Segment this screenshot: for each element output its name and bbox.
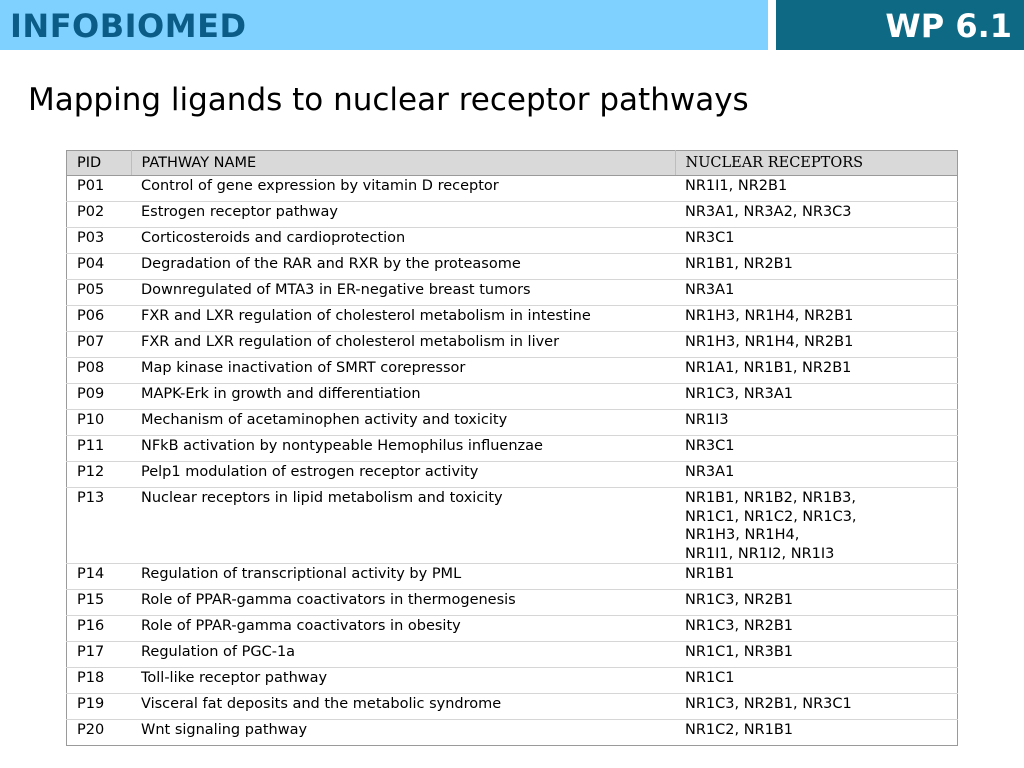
receptor-line: NR1C2, NR1B1 (685, 722, 794, 738)
row-pid: P15 (67, 590, 132, 616)
row-nuclear-receptors (675, 410, 958, 436)
table-row (67, 462, 958, 488)
receptor-line: NR3C1 (685, 230, 735, 246)
row-pid: P14 (67, 564, 132, 590)
brand-title: INFOBIOMED (10, 7, 247, 45)
table-row (67, 720, 958, 746)
row-pid: P18 (67, 668, 132, 694)
column-header-nuclear-receptors: NUCLEAR RECEPTORS (675, 151, 958, 176)
row-pid: P13 (67, 488, 132, 564)
row-pathway-name: Downregulated of MTA3 in ER-negative breast tumors (131, 280, 675, 306)
receptor-line: NR3A1, NR3A2, NR3C3 (685, 204, 852, 220)
row-nuclear-receptors (675, 228, 958, 254)
receptor-line: NR1H3, NR1H4, NR2B1 (685, 334, 854, 350)
row-pathway-name: Role of PPAR-gamma coactivators in obesity (131, 616, 675, 642)
table-row (67, 436, 958, 462)
column-header-pid: PID (67, 151, 132, 176)
table-row (67, 280, 958, 306)
table-row (67, 668, 958, 694)
row-nuclear-receptors (675, 564, 958, 590)
row-pathway-name: Role of PPAR-gamma coactivators in thermogenesis (131, 590, 675, 616)
receptor-line: NR1C1 (685, 670, 735, 686)
row-nuclear-receptors (675, 280, 958, 306)
row-nuclear-receptors (675, 332, 958, 358)
column-header-pathway-name: PATHWAY NAME (131, 151, 675, 176)
row-pid: P11 (67, 436, 132, 462)
row-pathway-name: Wnt signaling pathway (131, 720, 675, 746)
receptor-line: NR1C3, NR2B1, NR3C1 (685, 696, 852, 712)
receptor-line: NR1C3, NR2B1 (685, 618, 794, 634)
receptor-line: NR1H3, NR1H4, NR2B1 (685, 308, 854, 324)
row-nuclear-receptors (675, 462, 958, 488)
receptor-line: NR1B1, NR1B2, NR1B3, (685, 490, 857, 506)
row-nuclear-receptors (675, 642, 958, 668)
row-pathway-name: FXR and LXR regulation of cholesterol metabolism in liver (131, 332, 675, 358)
row-pathway-name: Regulation of PGC-1a (131, 642, 675, 668)
receptor-line: NR1I1, NR2B1 (685, 178, 788, 194)
table-row (67, 306, 958, 332)
row-nuclear-receptors (675, 590, 958, 616)
receptor-line: NR1B1, NR2B1 (685, 256, 793, 272)
table-row (67, 564, 958, 590)
row-pathway-name: Mechanism of acetaminophen activity and toxicity (131, 410, 675, 436)
row-nuclear-receptors (675, 488, 958, 564)
receptor-line: NR1H3, NR1H4, (685, 527, 800, 543)
row-pid: P16 (67, 616, 132, 642)
receptor-line: NR1C1, NR3B1 (685, 644, 794, 660)
row-pathway-name: Nuclear receptors in lipid metabolism and toxicity (131, 488, 675, 564)
row-pathway-name: Corticosteroids and cardioprotection (131, 228, 675, 254)
receptor-line: NR1C1, NR1C2, NR1C3, (685, 508, 857, 525)
row-pathway-name: MAPK-Erk in growth and differentiation (131, 384, 675, 410)
pathways-table (66, 150, 958, 746)
row-pid: P01 (67, 176, 132, 202)
table-row (67, 358, 958, 384)
row-pid: P12 (67, 462, 132, 488)
row-nuclear-receptors (675, 384, 958, 410)
receptor-line: NR1C3, NR2B1 (685, 592, 794, 608)
row-pathway-name: Degradation of the RAR and RXR by the proteasome (131, 254, 675, 280)
row-pathway-name: Control of gene expression by vitamin D receptor (131, 176, 675, 202)
table-row (67, 616, 958, 642)
work-package-label: WP 6.1 (885, 7, 1012, 45)
table-row (67, 332, 958, 358)
row-pid: P20 (67, 720, 132, 746)
table-row (67, 488, 958, 564)
row-pid: P17 (67, 642, 132, 668)
row-nuclear-receptors (675, 176, 958, 202)
table-row (67, 254, 958, 280)
row-pathway-name: Map kinase inactivation of SMRT corepressor (131, 358, 675, 384)
receptor-line: NR3A1 (685, 282, 735, 298)
row-pathway-name: Visceral fat deposits and the metabolic syndrome (131, 694, 675, 720)
row-nuclear-receptors (675, 202, 958, 228)
header-bar (0, 0, 768, 50)
table-row (67, 228, 958, 254)
table-header-row (67, 151, 958, 176)
row-pid: P06 (67, 306, 132, 332)
table-row (67, 694, 958, 720)
row-pathway-name: NFkB activation by nontypeable Hemophilus influenzae (131, 436, 675, 462)
row-pathway-name: FXR and LXR regulation of cholesterol metabolism in intestine (131, 306, 675, 332)
row-nuclear-receptors (675, 306, 958, 332)
row-pid: P04 (67, 254, 132, 280)
row-pathway-name: Regulation of transcriptional activity by PML (131, 564, 675, 590)
receptor-line: NR1I3 (685, 412, 729, 428)
receptor-line: NR1C3, NR3A1 (685, 386, 794, 402)
row-pid: P10 (67, 410, 132, 436)
row-nuclear-receptors (675, 254, 958, 280)
row-pid: P19 (67, 694, 132, 720)
receptor-line: NR3A1 (685, 464, 735, 480)
row-pid: P02 (67, 202, 132, 228)
work-package-bar (776, 0, 1024, 50)
row-pid: P08 (67, 358, 132, 384)
row-pathway-name: Estrogen receptor pathway (131, 202, 675, 228)
row-pid: P09 (67, 384, 132, 410)
row-nuclear-receptors (675, 694, 958, 720)
row-pathway-name: Pelp1 modulation of estrogen receptor activity (131, 462, 675, 488)
row-nuclear-receptors (675, 720, 958, 746)
receptor-line: NR3C1 (685, 438, 735, 454)
page-title: Mapping ligands to nuclear receptor pathways (28, 82, 749, 118)
receptor-line: NR1A1, NR1B1, NR2B1 (685, 360, 852, 376)
table-body (67, 176, 958, 746)
row-pid: P05 (67, 280, 132, 306)
row-pid: P03 (67, 228, 132, 254)
table-row (67, 384, 958, 410)
row-nuclear-receptors (675, 358, 958, 384)
receptor-line: NR1B1 (685, 566, 735, 582)
row-nuclear-receptors (675, 668, 958, 694)
row-nuclear-receptors (675, 436, 958, 462)
row-pid: P07 (67, 332, 132, 358)
table-row (67, 410, 958, 436)
header-divider (768, 0, 776, 50)
row-nuclear-receptors (675, 616, 958, 642)
table-row (67, 590, 958, 616)
table-row (67, 642, 958, 668)
receptor-line: NR1I1, NR1I2, NR1I3 (685, 545, 835, 562)
table-row (67, 202, 958, 228)
table-row (67, 176, 958, 202)
row-pathway-name: Toll-like receptor pathway (131, 668, 675, 694)
